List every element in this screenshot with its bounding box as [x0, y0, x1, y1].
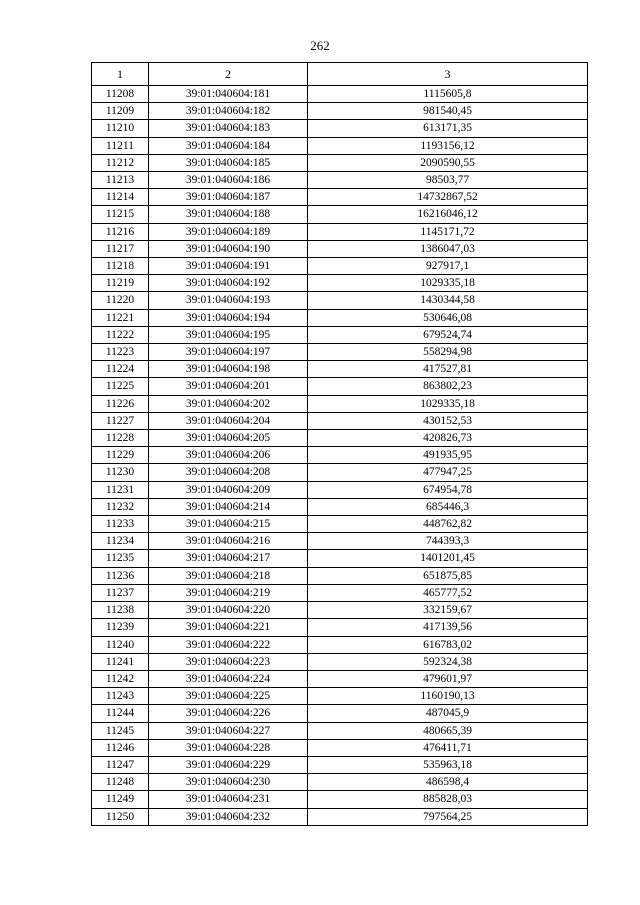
- cell-cadastral-value: 16216046,12: [308, 206, 588, 223]
- cell-row-number: 11235: [92, 550, 149, 567]
- cell-row-number: 11219: [92, 275, 149, 292]
- cell-cadastral-value: 1029335,18: [308, 275, 588, 292]
- cell-row-number: 11224: [92, 361, 149, 378]
- cell-cadastral-number: 39:01:040604:191: [149, 258, 308, 275]
- cell-cadastral-value: 613171,35: [308, 120, 588, 137]
- cell-cadastral-value: 797564,25: [308, 808, 588, 825]
- cell-cadastral-value: 486598,4: [308, 774, 588, 791]
- cell-cadastral-number: 39:01:040604:204: [149, 412, 308, 429]
- cell-cadastral-value: 2090590,55: [308, 154, 588, 171]
- cell-cadastral-value: 744393,3: [308, 533, 588, 550]
- cell-row-number: 11216: [92, 223, 149, 240]
- cell-cadastral-value: 332159,67: [308, 602, 588, 619]
- cell-cadastral-value: 420826,73: [308, 430, 588, 447]
- cell-cadastral-value: 479601,97: [308, 670, 588, 687]
- cell-row-number: 11213: [92, 172, 149, 189]
- cell-row-number: 11223: [92, 344, 149, 361]
- cell-cadastral-number: 39:01:040604:227: [149, 722, 308, 739]
- cell-cadastral-number: 39:01:040604:219: [149, 584, 308, 601]
- cell-cadastral-value: 1430344,58: [308, 292, 588, 309]
- table-row: [92, 172, 588, 189]
- cell-cadastral-number: 39:01:040604:222: [149, 636, 308, 653]
- cell-cadastral-value: 1401201,45: [308, 550, 588, 567]
- cell-row-number: 11231: [92, 481, 149, 498]
- cell-row-number: 11247: [92, 756, 149, 773]
- table-row: [92, 550, 588, 567]
- cell-cadastral-value: 477947,25: [308, 464, 588, 481]
- table-row: [92, 395, 588, 412]
- cell-cadastral-value: 430152,53: [308, 412, 588, 429]
- table-row: [92, 653, 588, 670]
- cell-cadastral-value: 448762,82: [308, 516, 588, 533]
- cell-cadastral-value: 487045,9: [308, 705, 588, 722]
- cell-cadastral-number: 39:01:040604:232: [149, 808, 308, 825]
- cell-cadastral-value: 465777,52: [308, 584, 588, 601]
- table-row: [92, 670, 588, 687]
- cell-row-number: 11240: [92, 636, 149, 653]
- cell-cadastral-value: 417527,81: [308, 361, 588, 378]
- cell-cadastral-value: 927917,1: [308, 258, 588, 275]
- table-row: [92, 103, 588, 120]
- cell-cadastral-value: 1160190,13: [308, 688, 588, 705]
- cell-cadastral-number: 39:01:040604:190: [149, 240, 308, 257]
- cell-cadastral-value: 616783,02: [308, 636, 588, 653]
- cell-cadastral-number: 39:01:040604:198: [149, 361, 308, 378]
- table-row: [92, 86, 588, 103]
- cell-cadastral-value: 98503,77: [308, 172, 588, 189]
- cell-cadastral-number: 39:01:040604:221: [149, 619, 308, 636]
- table-row: [92, 756, 588, 773]
- cell-cadastral-number: 39:01:040604:223: [149, 653, 308, 670]
- cell-cadastral-number: 39:01:040604:208: [149, 464, 308, 481]
- cell-cadastral-value: 1193156,12: [308, 137, 588, 154]
- cell-cadastral-number: 39:01:040604:209: [149, 481, 308, 498]
- cell-cadastral-number: 39:01:040604:206: [149, 447, 308, 464]
- cell-row-number: 11248: [92, 774, 149, 791]
- table-row: [92, 602, 588, 619]
- cell-row-number: 11237: [92, 584, 149, 601]
- cell-row-number: 11215: [92, 206, 149, 223]
- table-row: [92, 584, 588, 601]
- table-row: [92, 619, 588, 636]
- cell-cadastral-value: 480665,39: [308, 722, 588, 739]
- cell-row-number: 11211: [92, 137, 149, 154]
- cell-cadastral-value: 476411,71: [308, 739, 588, 756]
- cell-row-number: 11226: [92, 395, 149, 412]
- table-row: [92, 430, 588, 447]
- column-header-value: 3: [308, 63, 588, 86]
- cell-cadastral-value: 981540,45: [308, 103, 588, 120]
- table-row: [92, 516, 588, 533]
- cell-row-number: 11222: [92, 326, 149, 343]
- cell-cadastral-number: 39:01:040604:224: [149, 670, 308, 687]
- cell-cadastral-value: 651875,85: [308, 567, 588, 584]
- cell-cadastral-number: 39:01:040604:193: [149, 292, 308, 309]
- table-header-row: [92, 63, 588, 86]
- table-body: [92, 86, 588, 826]
- table-row: [92, 464, 588, 481]
- cell-cadastral-number: 39:01:040604:202: [149, 395, 308, 412]
- cell-cadastral-number: 39:01:040604:215: [149, 516, 308, 533]
- cell-cadastral-number: 39:01:040604:187: [149, 189, 308, 206]
- table-row: [92, 378, 588, 395]
- cell-row-number: 11233: [92, 516, 149, 533]
- table-row: [92, 498, 588, 515]
- cell-row-number: 11238: [92, 602, 149, 619]
- cell-cadastral-number: 39:01:040604:189: [149, 223, 308, 240]
- cell-cadastral-value: 592324,38: [308, 653, 588, 670]
- table-row: [92, 533, 588, 550]
- cell-cadastral-value: 863802,23: [308, 378, 588, 395]
- table-row: [92, 137, 588, 154]
- cell-row-number: 11210: [92, 120, 149, 137]
- cell-row-number: 11241: [92, 653, 149, 670]
- cell-cadastral-value: 491935,95: [308, 447, 588, 464]
- table-row: [92, 705, 588, 722]
- cell-cadastral-number: 39:01:040604:217: [149, 550, 308, 567]
- table-row: [92, 240, 588, 257]
- column-header-number: 1: [92, 63, 149, 86]
- cell-cadastral-number: 39:01:040604:205: [149, 430, 308, 447]
- cell-cadastral-value: 14732867,52: [308, 189, 588, 206]
- table-row: [92, 223, 588, 240]
- cell-row-number: 11239: [92, 619, 149, 636]
- cell-row-number: 11249: [92, 791, 149, 808]
- cell-cadastral-value: 679524,74: [308, 326, 588, 343]
- cell-cadastral-number: 39:01:040604:185: [149, 154, 308, 171]
- table-row: [92, 739, 588, 756]
- cell-cadastral-value: 558294,98: [308, 344, 588, 361]
- table-row: [92, 258, 588, 275]
- table-row: [92, 361, 588, 378]
- cell-cadastral-number: 39:01:040604:182: [149, 103, 308, 120]
- column-header-cadastral-number: 2: [149, 63, 308, 86]
- cell-row-number: 11229: [92, 447, 149, 464]
- cell-row-number: 11217: [92, 240, 149, 257]
- table-row: [92, 481, 588, 498]
- cell-row-number: 11212: [92, 154, 149, 171]
- cell-cadastral-value: 1029335,18: [308, 395, 588, 412]
- cell-cadastral-value: 1386047,03: [308, 240, 588, 257]
- table-row: [92, 688, 588, 705]
- cell-cadastral-number: 39:01:040604:231: [149, 791, 308, 808]
- cell-cadastral-number: 39:01:040604:229: [149, 756, 308, 773]
- table-row: [92, 275, 588, 292]
- cell-row-number: 11232: [92, 498, 149, 515]
- cell-cadastral-number: 39:01:040604:186: [149, 172, 308, 189]
- cell-cadastral-number: 39:01:040604:192: [149, 275, 308, 292]
- cell-cadastral-value: 685446,3: [308, 498, 588, 515]
- cell-cadastral-number: 39:01:040604:220: [149, 602, 308, 619]
- cadastral-value-table: [91, 62, 588, 826]
- table-row: [92, 189, 588, 206]
- cell-cadastral-number: 39:01:040604:195: [149, 326, 308, 343]
- cell-cadastral-value: 885828,03: [308, 791, 588, 808]
- table-row: [92, 120, 588, 137]
- cell-row-number: 11230: [92, 464, 149, 481]
- cell-row-number: 11245: [92, 722, 149, 739]
- cell-cadastral-number: 39:01:040604:226: [149, 705, 308, 722]
- cell-row-number: 11220: [92, 292, 149, 309]
- cell-row-number: 11250: [92, 808, 149, 825]
- cell-row-number: 11244: [92, 705, 149, 722]
- cell-row-number: 11221: [92, 309, 149, 326]
- table-row: [92, 808, 588, 825]
- table-row: [92, 636, 588, 653]
- cell-cadastral-number: 39:01:040604:230: [149, 774, 308, 791]
- cell-cadastral-number: 39:01:040604:228: [149, 739, 308, 756]
- cell-cadastral-value: 1115605,8: [308, 86, 588, 103]
- cell-cadastral-value: 417139,56: [308, 619, 588, 636]
- cell-cadastral-number: 39:01:040604:184: [149, 137, 308, 154]
- table-row: [92, 774, 588, 791]
- table-row: [92, 791, 588, 808]
- table-row: [92, 344, 588, 361]
- cell-cadastral-number: 39:01:040604:216: [149, 533, 308, 550]
- cell-row-number: 11218: [92, 258, 149, 275]
- cell-cadastral-value: 535963,18: [308, 756, 588, 773]
- table-row: [92, 154, 588, 171]
- table-row: [92, 206, 588, 223]
- table-row: [92, 412, 588, 429]
- table-row: [92, 326, 588, 343]
- cell-cadastral-number: 39:01:040604:225: [149, 688, 308, 705]
- cell-cadastral-number: 39:01:040604:181: [149, 86, 308, 103]
- cell-row-number: 11208: [92, 86, 149, 103]
- cell-row-number: 11246: [92, 739, 149, 756]
- cell-row-number: 11227: [92, 412, 149, 429]
- cell-cadastral-number: 39:01:040604:183: [149, 120, 308, 137]
- cell-cadastral-number: 39:01:040604:194: [149, 309, 308, 326]
- cell-cadastral-value: 1145171,72: [308, 223, 588, 240]
- cell-row-number: 11228: [92, 430, 149, 447]
- table-row: [92, 567, 588, 584]
- cell-row-number: 11209: [92, 103, 149, 120]
- cell-row-number: 11242: [92, 670, 149, 687]
- cell-row-number: 11236: [92, 567, 149, 584]
- table-row: [92, 309, 588, 326]
- page-number: 262: [310, 38, 330, 53]
- cell-cadastral-number: 39:01:040604:214: [149, 498, 308, 515]
- table-row: [92, 292, 588, 309]
- cell-row-number: 11243: [92, 688, 149, 705]
- cell-row-number: 11214: [92, 189, 149, 206]
- cell-row-number: 11234: [92, 533, 149, 550]
- cell-row-number: 11225: [92, 378, 149, 395]
- cell-cadastral-number: 39:01:040604:201: [149, 378, 308, 395]
- cell-cadastral-number: 39:01:040604:197: [149, 344, 308, 361]
- table-row: [92, 722, 588, 739]
- cell-cadastral-number: 39:01:040604:218: [149, 567, 308, 584]
- cell-cadastral-value: 674954,78: [308, 481, 588, 498]
- cell-cadastral-number: 39:01:040604:188: [149, 206, 308, 223]
- cell-cadastral-value: 530646,08: [308, 309, 588, 326]
- table-row: [92, 447, 588, 464]
